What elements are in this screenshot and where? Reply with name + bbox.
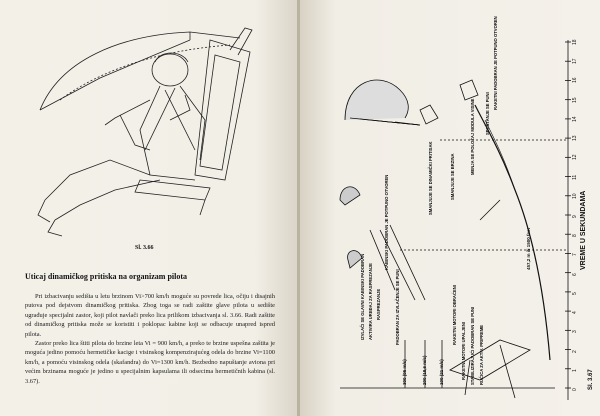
time-tick-label: 1 (572, 368, 578, 372)
time-tick-label: 5 (572, 292, 578, 295)
paragraph: Zastor preko lica štiti pilota do brzine leta Vi = 900 km/h, a preko te brzine uspešna zaštita je moguća jedino pomoću hermetičke kacige i visinskog kompenzirajućeg odela do brzine Vi=1100 km/h, a pomoću visinskog odela (skafandra) do Vi=1300 km/h. Bezbedno napuštanje aviona pri većim brzinama moguće je jedino u specijalnim kapsulama ili odsecima hermetičnih kabina (sl. 3.67). (25, 340, 275, 385)
time-tick-label: 13 (572, 135, 578, 142)
time-tick-label: 18 (572, 39, 578, 45)
time-tick-label: 15 (572, 97, 578, 103)
time-tick-label: 3 (572, 330, 578, 334)
height-label: 457,2 m ili 1500 feet (526, 227, 531, 270)
annotation: SPUŠTANJE SE PUNI (485, 92, 490, 135)
figure-caption: Sl. 3.66 (135, 245, 154, 251)
annotation: MENJA SE POLOŽAJ MODULA VISINE (470, 98, 475, 175)
speed-label: 300 (95 m/s) (402, 359, 407, 385)
ejection-seat-illustration (0, 0, 300, 260)
time-tick-label: 4 (572, 311, 578, 315)
paragraph: Pri izbacivanju sedišta u letu brzinom Vi>700 km/h moguće su povrede lica, očiju i disajnih putova pod dejstvom dinamičkog pritiska. Zbog toga se radi zaštite glave pilota u sedište ugrađuje specijalni zastor, koji pilot navlači preko lica prilikom izbacivanja sl. 3.66. Radi zaštite od dinamičkog pritiska može se koristiti i poklopac kabine koji se odbacuje unapred ispred pilota. (25, 293, 275, 338)
figure-caption: Sl. 3.67 (588, 369, 594, 390)
time-tick-label: 11 (572, 174, 578, 180)
annotation: SMANJUJE SE DINAMIČKI PRITISAK (428, 141, 433, 215)
time-tick-label: 9 (572, 215, 578, 218)
time-tick-label: 2 (572, 349, 578, 353)
time-tick-label: 8 (572, 234, 578, 238)
axis-title: VREME U SEKUNDAMA (580, 190, 587, 270)
right-page (300, 0, 600, 416)
ejection-sequence-diagram (300, 0, 600, 416)
time-tick-label: 17 (572, 58, 578, 65)
time-tick-label: 7 (572, 253, 578, 257)
time-tick-label: 14 (572, 116, 578, 122)
annotation: STABILIZIRAJUĆI PADOBRAN SE PUNI (470, 306, 475, 385)
time-tick-label: 0 (572, 388, 578, 391)
speed-label: 100 (21 m/s) (439, 359, 444, 385)
annotation: PADOBRAN ZA IZVLAČENJE SE PUNI (395, 269, 400, 345)
annotation: RAKETNI MOTORI OBRAĆENI (452, 285, 457, 345)
annotation: RUČICA ZA AKTIV. PRIPREME (479, 324, 484, 385)
time-tick-label: 16 (572, 77, 578, 84)
time-tick-label: 10 (572, 193, 578, 199)
annotation: RAKETNI PADOBRAN JE POTPUNO OTVOREN (493, 16, 498, 110)
annotation: IZVLAČI SE GLAVNI KABINSKI PADOBRAN (360, 253, 365, 340)
time-tick-label: 6 (572, 272, 578, 276)
annotation: KABINSKI PADOBRAN JE POTPUNO OTVOREN (384, 174, 389, 270)
annotation: AKTIVIRA UREĐAJ ZA RASPREZANJE (368, 263, 373, 340)
time-tick-label: 12 (572, 154, 578, 161)
speed-label: 200 (18,6 m/s) (422, 355, 427, 385)
body-text (25, 292, 275, 386)
annotation: SMANJUJE SE BRZINA (450, 153, 455, 200)
annotation: RASPREZANJE (376, 288, 381, 320)
section-heading: Uticaj dinamičkog pritiska na organizam pilota (25, 272, 188, 281)
annotation: RAKETNI MOTORI UPALJENI (461, 321, 466, 380)
